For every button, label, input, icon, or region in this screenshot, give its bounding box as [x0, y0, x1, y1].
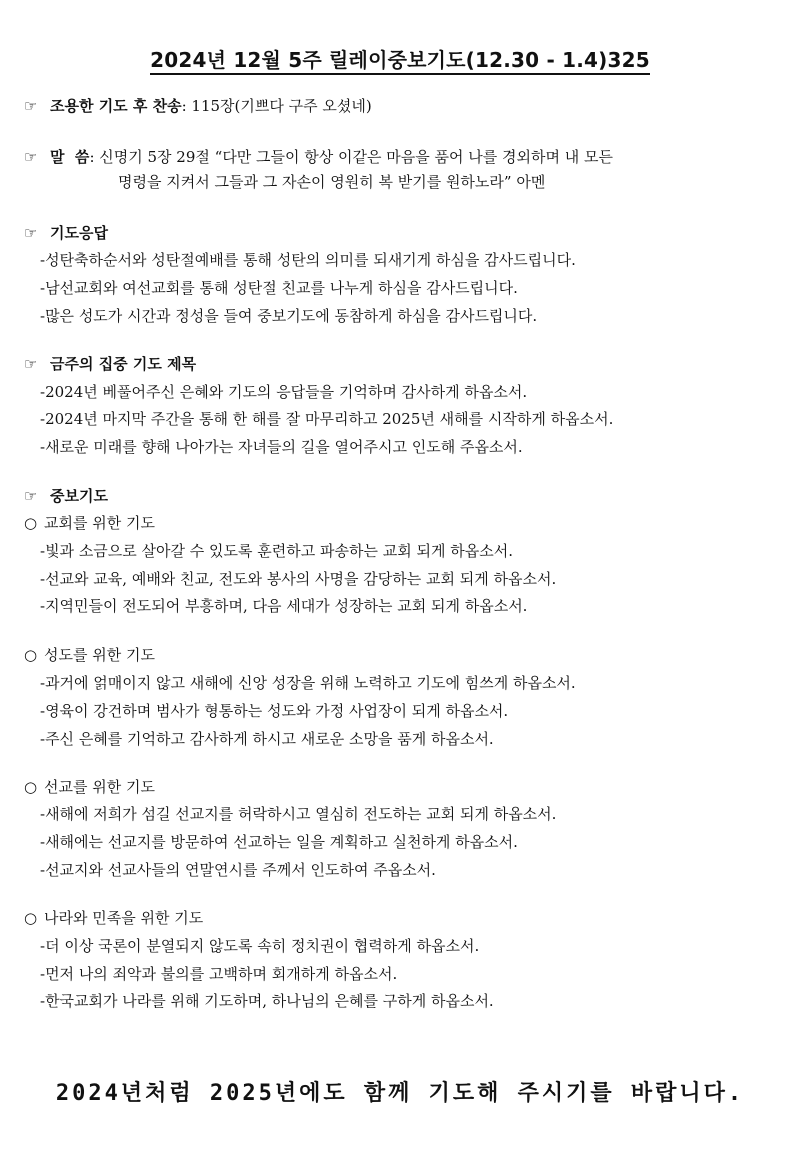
- focus-heading-row: [24, 354, 196, 374]
- hymn-row: [24, 96, 372, 116]
- circle-bullet-icon: ○: [24, 646, 38, 664]
- pointing-hand-icon: ☞: [24, 487, 38, 505]
- word-line-2: 명령을 지켜서 그들과 그 자손이 영원히 복 받기를 원하노라” 아멘: [118, 173, 546, 191]
- list-item: -지역민들이 전도되어 부흥하며, 다음 세대가 성장하는 교회 되게 하옵소서.: [40, 597, 528, 615]
- list-item: -과거에 얽매이지 않고 새해에 신앙 성장을 위해 노력하고 기도에 힘쓰게 하옵소서.: [40, 674, 576, 692]
- group-title-text: 교회를 위한 기도: [44, 514, 155, 532]
- answers-heading-row: [24, 223, 108, 243]
- group-title-church: [24, 513, 155, 533]
- circle-bullet-icon: ○: [24, 514, 38, 532]
- word-label: 말 씀: [50, 148, 90, 166]
- group-title-text: 나라와 민족을 위한 기도: [44, 909, 204, 927]
- list-item: -선교지와 선교사들의 연말연시를 주께서 인도하여 주옵소서.: [40, 861, 436, 879]
- focus-heading: 금주의 집중 기도 제목: [50, 355, 197, 373]
- answers-heading: 기도응답: [50, 224, 108, 242]
- list-item: -성탄축하순서와 성탄절예배를 통해 성탄의 의미를 되새기게 하심을 감사드립니다.: [40, 251, 576, 269]
- pointing-hand-icon: ☞: [24, 148, 38, 166]
- list-item: -먼저 나의 죄악과 불의를 고백하며 회개하게 하옵소서.: [40, 965, 398, 983]
- list-item: -새해에는 선교지를 방문하여 선교하는 일을 계획하고 실천하게 하옵소서.: [40, 833, 518, 851]
- page-title-text: 2024년 12월 5주 릴레이중보기도(12.30 - 1.4)325: [150, 48, 650, 75]
- group-title-saints: [24, 645, 155, 665]
- list-item: -주신 은혜를 기억하고 감사하게 하시고 새로운 소망을 품게 하옵소서.: [40, 730, 494, 748]
- intercession-heading: 중보기도: [50, 487, 108, 505]
- pointing-hand-icon: ☞: [24, 355, 38, 373]
- list-item: -새로운 미래를 향해 나아가는 자녀들의 길을 열어주시고 인도해 주옵소서.: [40, 438, 523, 456]
- closing-message: 2024년처럼 2025년에도 함께 기도해 주시기를 바랍니다.: [55, 1081, 745, 1106]
- list-item: -2024년 베풀어주신 은혜와 기도의 응답들을 기억하며 감사하게 하옵소서.: [40, 383, 528, 401]
- list-item: -새해에 저희가 섬길 선교지를 허락하시고 열심히 전도하는 교회 되게 하옵소서.: [40, 805, 557, 823]
- group-title-mission: [24, 777, 155, 797]
- hymn-label: 조용한 기도 후 찬송: [50, 97, 182, 115]
- group-title-text: 선교를 위한 기도: [44, 778, 155, 796]
- list-item: -빛과 소금으로 살아갈 수 있도록 훈련하고 파송하는 교회 되게 하옵소서.: [40, 542, 513, 560]
- pointing-hand-icon: ☞: [24, 97, 38, 115]
- intercession-heading-row: [24, 486, 108, 506]
- word-row: [24, 147, 613, 167]
- list-item: -한국교회가 나라를 위해 기도하며, 하나님의 은혜를 구하게 하옵소서.: [40, 992, 494, 1010]
- list-item: -많은 성도가 시간과 정성을 들여 중보기도에 동참하게 하심을 감사드립니다.: [40, 307, 538, 325]
- word-line-1: : 신명기 5장 29절 “다만 그들이 항상 이같은 마음을 품어 나를 경외하며 내 모든: [89, 148, 613, 166]
- group-title-text: 성도를 위한 기도: [44, 646, 155, 664]
- page-title: [0, 44, 800, 73]
- list-item: -더 이상 국론이 분열되지 않도록 속히 정치권이 협력하게 하옵소서.: [40, 937, 480, 955]
- circle-bullet-icon: ○: [24, 909, 38, 927]
- pointing-hand-icon: ☞: [24, 224, 38, 242]
- list-item: -남선교회와 여선교회를 통해 성탄절 친교를 나누게 하심을 감사드립니다.: [40, 279, 518, 297]
- circle-bullet-icon: ○: [24, 778, 38, 796]
- list-item: -영육이 강건하며 범사가 형통하는 성도와 가정 사업장이 되게 하옵소서.: [40, 702, 509, 720]
- list-item: -선교와 교육, 예배와 친교, 전도와 봉사의 사명을 감당하는 교회 되게 하옵소서.: [40, 570, 557, 588]
- list-item: -2024년 마지막 주간을 통해 한 해를 잘 마무리하고 2025년 새해를 시작하게 하옵소서.: [40, 410, 614, 428]
- group-title-nation: [24, 908, 203, 928]
- hymn-value: : 115장(기쁘다 구주 오셨네): [181, 97, 372, 115]
